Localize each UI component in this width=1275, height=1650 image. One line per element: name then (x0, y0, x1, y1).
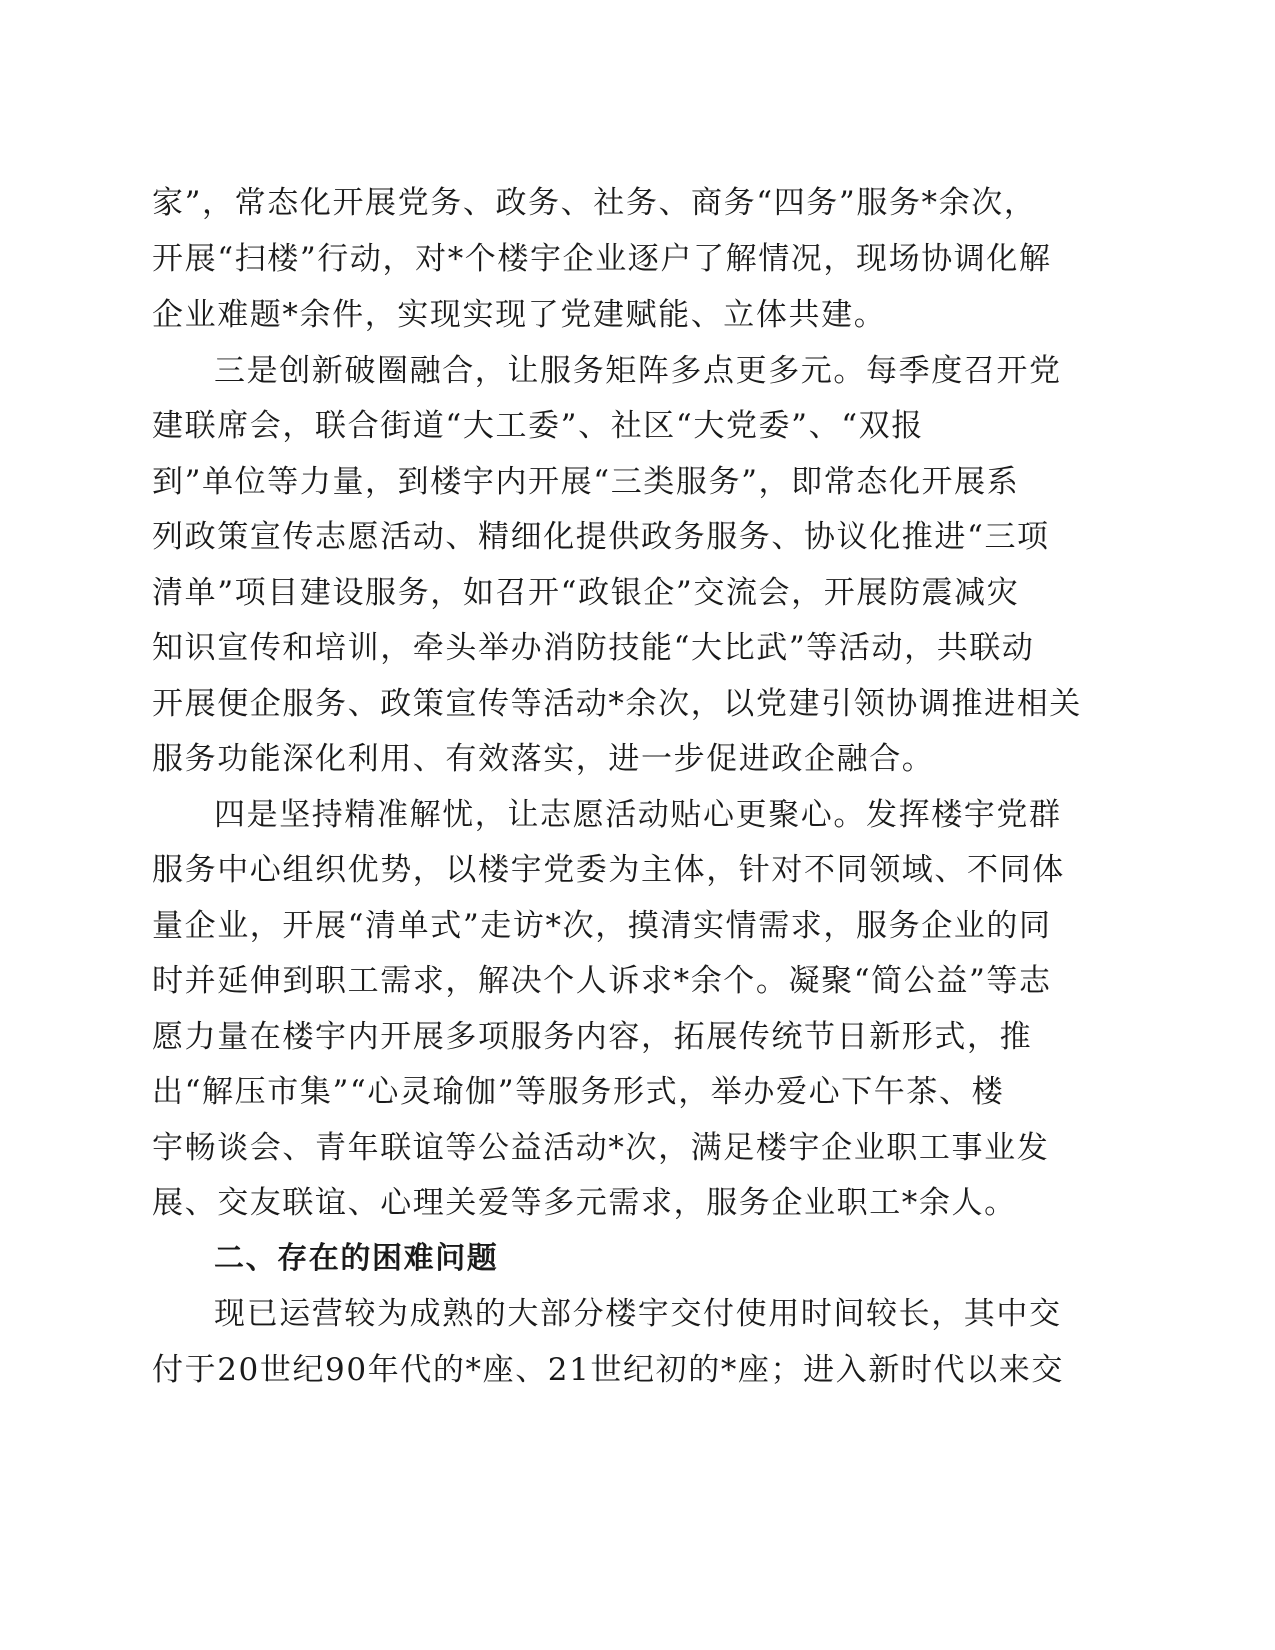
text-line: 服务功能深化利用、有效落实，进一步促进政企融合。 (152, 741, 935, 777)
text-line: 时并延伸到职工需求，解决个人诉求*余个。凝聚“简公益”等志 (152, 963, 1052, 999)
text-line: 展、交友联谊、心理关爱等多元需求，服务企业职工*余人。 (152, 1185, 1017, 1221)
text-line: 清单”项目建设服务，如召开“政银企”交流会，开展防震减灾 (152, 575, 1020, 611)
section-heading: 二、存在的困难问题 (214, 1241, 499, 1276)
text-line: 开展“扫楼”行动，对*个楼宇企业逐户了解情况，现场协调化解 (152, 241, 1052, 277)
paragraph-first-line: 四是坚持精准解忧，让志愿活动贴心更聚心。发挥楼宇党群 (214, 797, 1062, 833)
text-line: 宇畅谈会、青年联谊等公益活动*次，满足楼宇企业职工事业发 (152, 1130, 1050, 1166)
text-line: 企业难题*余件，实现实现了党建赋能、立体共建。 (152, 297, 887, 333)
paragraph-first-line: 三是创新破圈融合，让服务矩阵多点更多元。每季度召开党 (214, 353, 1062, 389)
text-line: 家”，常态化开展党务、政务、社务、商务“四务”服务*余次， (152, 185, 1037, 221)
text-line: 建联席会，联合街道“大工委”、社区“大党委”、“双报 (152, 408, 924, 444)
text-line: 服务中心组织优势，以楼宇党委为主体，针对不同领域、不同体 (152, 852, 1065, 888)
text-line: 量企业，开展“清单式”走访*次，摸清实情需求，服务企业的同 (152, 908, 1052, 944)
text-line: 开展便企服务、政策宣传等活动*余次，以党建引领协调推进相关 (152, 686, 1082, 722)
text-line: 知识宣传和培训，牵头举办消防技能“大比武”等活动，共联动 (152, 630, 1035, 666)
text-line: 付于20世纪90年代的*座、21世纪初的*座；进入新时代以来交 (152, 1352, 1064, 1388)
text-line: 到”单位等力量，到楼宇内开展“三类服务”，即常态化开展系 (152, 464, 1020, 500)
text-line: 出“解压市集”“心灵瑜伽”等服务形式，举办爱心下午茶、楼 (152, 1074, 1005, 1110)
text-line: 列政策宣传志愿活动、精细化提供政务服务、协议化推进“三项 (152, 519, 1050, 555)
paragraph-first-line: 现已运营较为成熟的大部分楼宇交付使用时间较长，其中交 (214, 1296, 1062, 1332)
text-line: 愿力量在楼宇内开展多项服务内容，拓展传统节日新形式，推 (152, 1019, 1033, 1055)
